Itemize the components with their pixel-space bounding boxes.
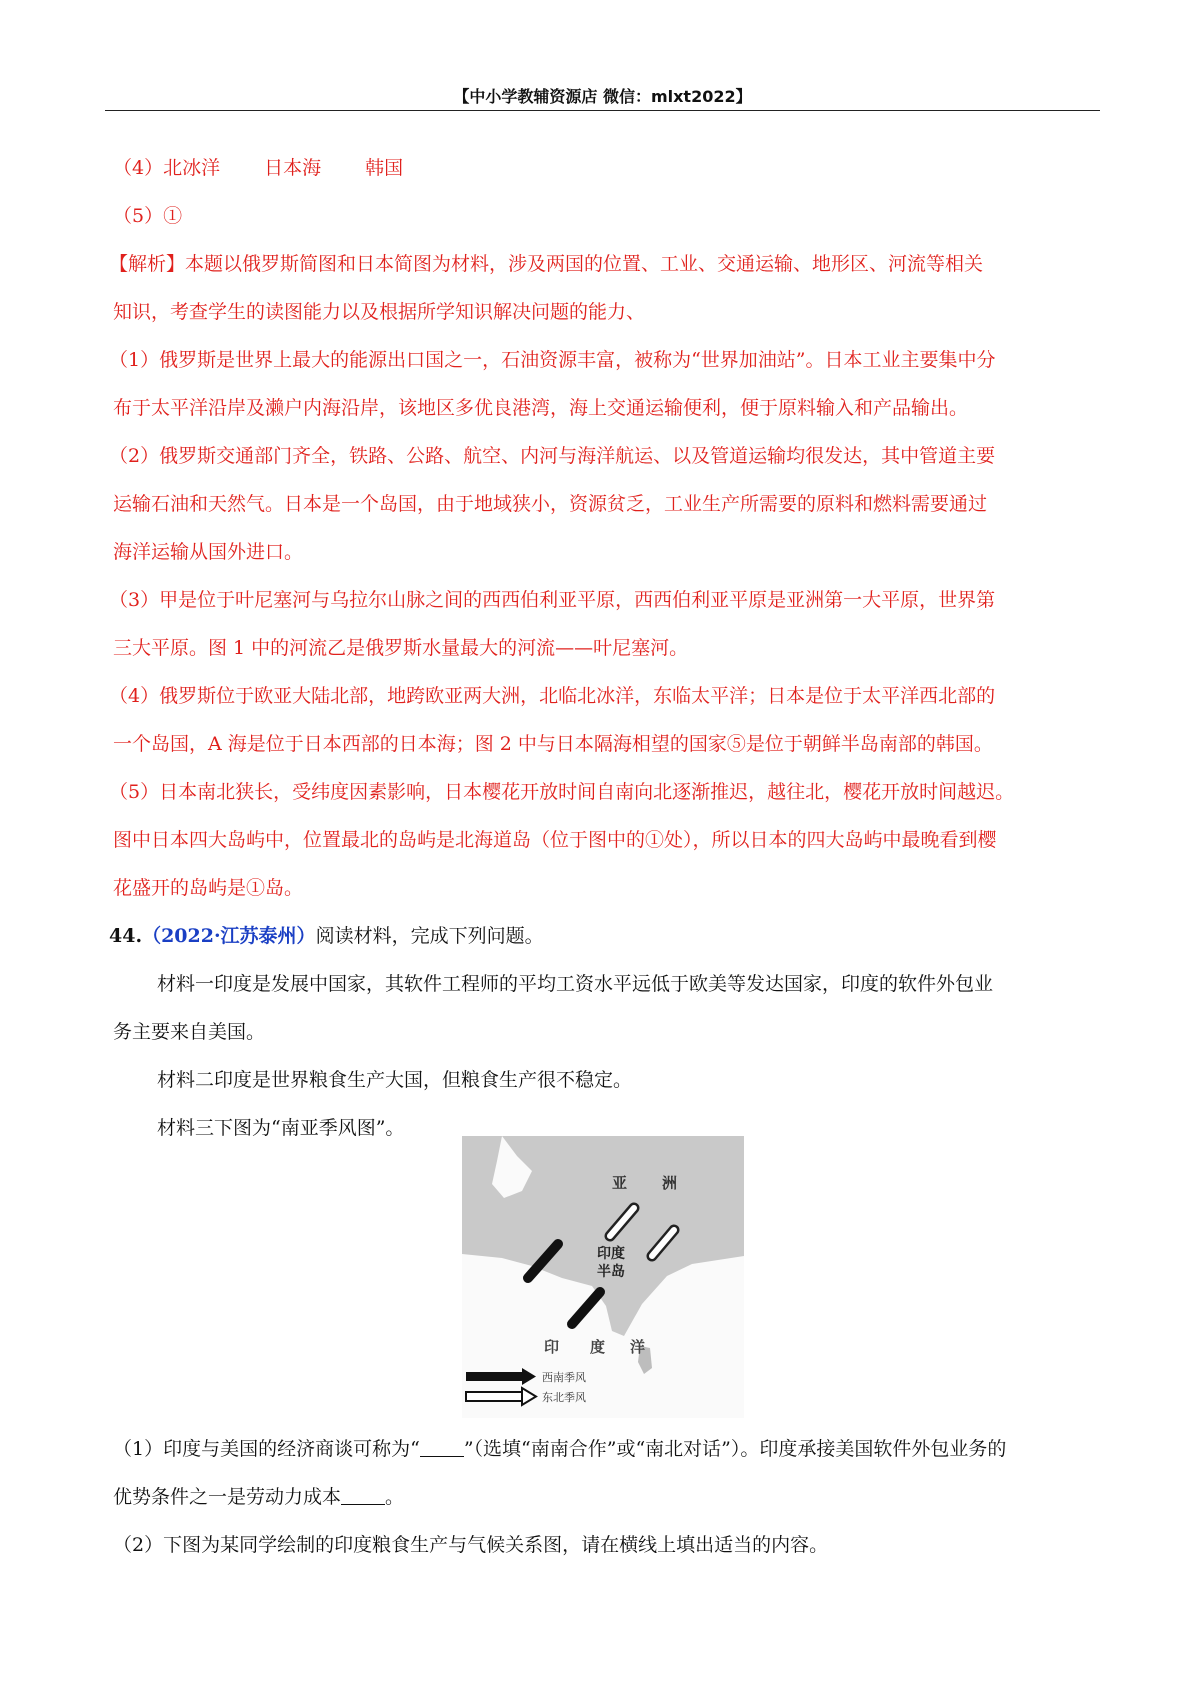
legend-sw-swatch [466, 1372, 522, 1381]
analysis-line-4: 布于太平洋沿岸及濑户内海沿岸，该地区多优良港湾，海上交通运输便利，便于原料输入和产品输出。 [113, 397, 969, 419]
material-3: 材料三下图为“南亚季风图”。 [157, 1117, 405, 1139]
material-1-line-2: 务主要来自美国。 [113, 1021, 266, 1043]
material-2: 材料二印度是世界粮食生产大国，但粮食生产很不稳定。 [157, 1069, 633, 1091]
label-asia-1: 亚 [612, 1174, 628, 1192]
analysis-line-6: 运输石油和天然气。日本是一个岛国，由于地域狭小，资源贫乏，工业生产所需要的原料和燃料需要通过 [113, 493, 988, 515]
legend-ne-swatch [466, 1392, 522, 1401]
answer-5-value: ① [163, 205, 183, 227]
sub-question-1-text-d: 。 [385, 1486, 405, 1508]
header-rule [105, 110, 1100, 111]
legend-sw-label: 西南季风 [542, 1371, 586, 1384]
answer-4 [113, 155, 403, 181]
answer-4-part-1: 北冰洋 [163, 157, 221, 179]
analysis-line-9: 三大平原。图 1 中的河流乙是俄罗斯水量最大的河流——叶尼塞河。 [113, 637, 689, 659]
analysis-line-5: （2）俄罗斯交通部门齐全，铁路、公路、航空、内河与海洋航运、以及管道运输均很发达，其中管道主要 [109, 445, 996, 467]
analysis-line-3: （1）俄罗斯是世界上最大的能源出口国之一，石油资源丰富，被称为“世界加油站”。日本工业主要集中分 [109, 349, 996, 371]
sub-question-1-text-b: ”（选填“南南合作”或“南北对话”）。印度承接美国软件外包业务的 [463, 1438, 1007, 1460]
question-number: 44. [109, 925, 143, 947]
material-1-line-1: 材料一印度是发展中国家，其软件工程师的平均工资水平远低于欧美等发达国家，印度的软件外包业 [157, 973, 994, 995]
question-prompt: 阅读材料，完成下列问题。 [315, 925, 544, 947]
analysis-line-2: 知识，考查学生的读图能力以及根据所学知识解决问题的能力、 [113, 301, 646, 323]
question-44-heading [109, 923, 544, 949]
answer-blank-1[interactable] [420, 1438, 464, 1457]
label-india-1: 印度 [597, 1246, 625, 1262]
analysis-line-11: 一个岛国，A 海是位于日本西部的日本海；图 2 中与日本隔海相望的国家⑤是位于朝鲜半岛南部的韩国。 [113, 733, 993, 755]
sub-question-2: （2）下图为某同学绘制的印度粮食生产与气候关系图，请在横线上填出适当的内容。 [113, 1534, 829, 1556]
answer-4-num: （4） [113, 157, 164, 179]
question-source: （2022·江苏泰州） [142, 925, 316, 947]
answer-5 [113, 203, 182, 229]
label-asia-2: 洲 [662, 1174, 678, 1192]
answer-blank-2[interactable] [341, 1486, 385, 1505]
analysis-line-12: （5）日本南北狭长，受纬度因素影响，日本樱花开放时间自南向北逐渐推迟，越往北，樱花开放时间越迟。 [109, 781, 1015, 803]
label-ocean-1: 印 [544, 1338, 560, 1356]
south-asia-monsoon-map [462, 1136, 744, 1418]
analysis-line-14: 花盛开的岛屿是①岛。 [113, 877, 304, 899]
label-ocean-3: 洋 [630, 1338, 646, 1356]
sub-question-1-text-c: 优势条件之一是劳动力成本 [113, 1486, 342, 1508]
page-header: 【中小学教辅资源店 微信：mlxt2022】 [453, 87, 752, 106]
answer-4-part-3: 韩国 [365, 157, 404, 179]
answer-5-num: （5） [113, 205, 164, 227]
analysis-line-10: （4）俄罗斯位于欧亚大陆北部，地跨欧亚两大洲，北临北冰洋，东临太平洋；日本是位于太平洋西北部的 [109, 685, 996, 707]
label-india-2: 半岛 [597, 1264, 625, 1280]
legend-ne-label: 东北季风 [542, 1391, 586, 1404]
answer-4-part-2: 日本海 [264, 157, 322, 179]
analysis-line-13: 图中日本四大岛屿中，位置最北的岛屿是北海道岛（位于图中的①处），所以日本的四大岛屿中最晚看到樱 [113, 829, 997, 851]
label-ocean-2: 度 [590, 1338, 606, 1356]
sub-question-1-line-1 [113, 1436, 1006, 1462]
sub-question-1-text-a: （1）印度与美国的经济商谈可称为“ [113, 1438, 420, 1460]
analysis-line-7: 海洋运输从国外进口。 [113, 541, 304, 563]
analysis-line-1: 【解析】本题以俄罗斯简图和日本简图为材料，涉及两国的位置、工业、交通运输、地形区、河流等相关 [109, 253, 984, 275]
analysis-line-8: （3）甲是位于叶尼塞河与乌拉尔山脉之间的西西伯利亚平原，西西伯利亚平原是亚洲第一大平原，世界第 [109, 589, 996, 611]
sub-question-1-line-2 [113, 1484, 404, 1510]
